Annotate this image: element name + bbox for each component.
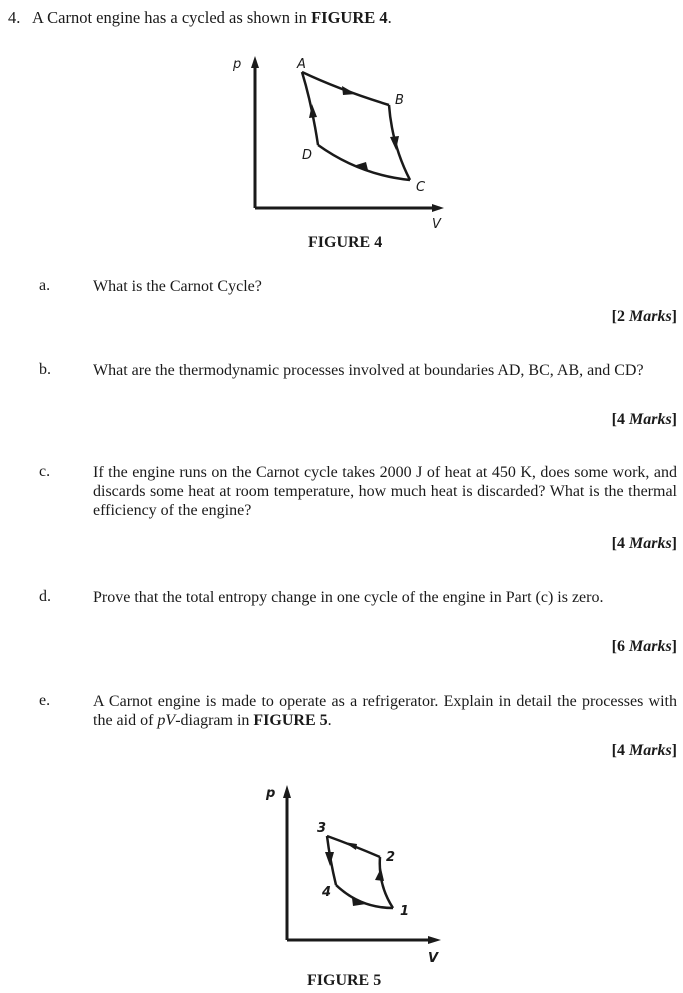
part-a-marks-word: Marks xyxy=(628,308,672,325)
part-d-marks-close: ] xyxy=(671,638,677,655)
part-a-marks-num: [2 xyxy=(611,308,629,325)
part-e-letter: e. xyxy=(39,692,51,709)
figure-5-point-3: 3 xyxy=(317,821,327,836)
question-title-prefix: A Carnot engine has a cycled as shown in xyxy=(32,8,312,27)
part-b-letter: b. xyxy=(39,361,51,378)
part-b-marks-word: Marks xyxy=(628,411,672,428)
part-c-marks-word: Marks xyxy=(628,535,672,552)
part-d-marks-num: [6 xyxy=(611,638,629,655)
part-a-letter: a. xyxy=(39,277,51,294)
part-c-letter: c. xyxy=(39,463,51,480)
figure-4-point-b: B xyxy=(395,93,404,108)
figure-4-axis-x-label: V xyxy=(432,217,441,232)
figure-5-arrow-3-2 xyxy=(344,842,357,850)
part-e-marks-close: ] xyxy=(671,742,677,759)
figure-4-caption: FIGURE 4 xyxy=(308,234,383,251)
figure-5-point-2: 2 xyxy=(386,850,396,865)
part-a-text: What is the Carnot Cycle? xyxy=(93,278,262,295)
part-e-marks-word: Marks xyxy=(628,742,672,759)
part-a-marks-close: ] xyxy=(671,308,677,325)
part-e-text-figure: FIGURE 5 xyxy=(253,712,328,729)
part-b-marks-close: ] xyxy=(671,411,677,428)
part-c-marks-num: [4 xyxy=(611,535,629,552)
question-title-figure: FIGURE 4 xyxy=(311,8,388,27)
part-e-text-prefix: A Carnot engine is made to operate as a refrigerator. Explain in detail the processes with the aid of xyxy=(93,693,677,729)
figure-5-axis-x-label: V xyxy=(428,951,439,966)
figure-5-y-axis-arrow xyxy=(283,785,291,798)
part-e-marks-num: [4 xyxy=(611,742,629,759)
figure-5-point-1: 1 xyxy=(400,904,410,919)
part-e-text-mid: -diagram in xyxy=(175,712,254,729)
figure-5-point-4: 4 xyxy=(322,885,332,900)
part-d-marks-word: Marks xyxy=(628,638,672,655)
figure-5-x-axis-arrow xyxy=(428,936,441,944)
figure-4-point-d: D xyxy=(302,148,313,163)
part-d-letter: d. xyxy=(39,588,51,605)
figure-5-axis-y-label: p xyxy=(266,786,276,801)
question-title-suffix: . xyxy=(387,8,392,27)
figure-4-axis-y-label: p xyxy=(233,57,242,72)
part-d-text: Prove that the total entropy change in one cycle of the engine in Part (c) is zero. xyxy=(93,589,604,606)
part-b-text: What are the thermodynamic processes involved at boundaries AD, BC, AB, and CD? xyxy=(93,362,644,379)
figure-4-point-a: A xyxy=(297,57,306,72)
figure-4-point-c: C xyxy=(416,180,426,195)
figure-5-caption: FIGURE 5 xyxy=(307,972,382,989)
question-number: 4. xyxy=(8,8,21,27)
part-b-marks-num: [4 xyxy=(611,411,629,428)
part-c-text: If the engine runs on the Carnot cycle takes 2000 J of heat at 450 K, does some work, and discards some heat at room temperature, how much heat is discarded? What is the thermal efficiency of the engine? xyxy=(93,464,677,519)
part-e-text-suffix: . xyxy=(327,712,332,729)
part-c-marks-close: ] xyxy=(671,535,677,552)
part-e-text-pv: pV xyxy=(157,712,176,729)
